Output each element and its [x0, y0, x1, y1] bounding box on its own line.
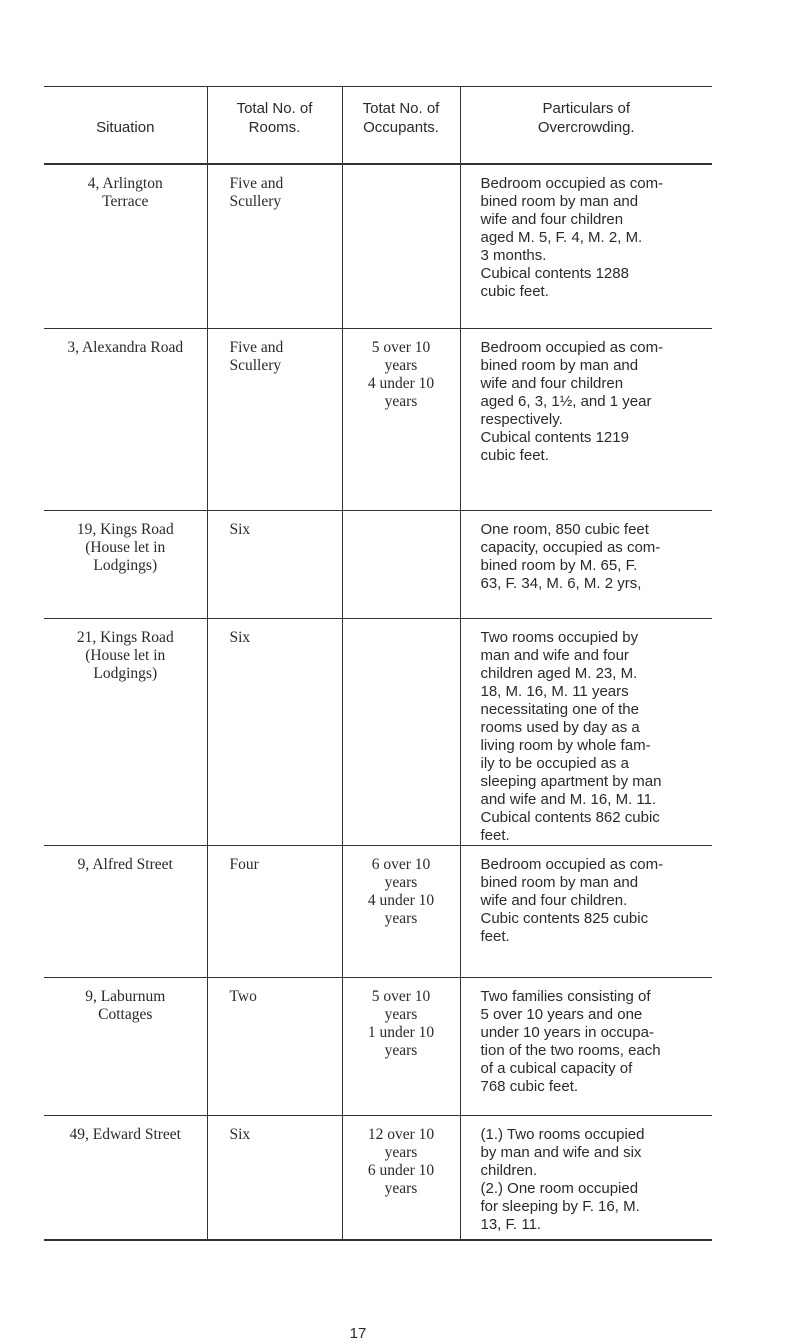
- particulars-line: ily to be occupied as a: [480, 755, 629, 772]
- page-number: 17: [349, 1325, 367, 1342]
- situation-line: (House let in: [85, 539, 166, 556]
- occupants-line: years: [384, 1006, 418, 1023]
- occupants-line: years: [384, 1144, 418, 1161]
- particulars-line: feet.: [480, 827, 510, 844]
- header-total-occupants: [342, 87, 460, 164]
- table-body: [44, 164, 712, 1240]
- situation-cell: [44, 511, 207, 619]
- table-row: [44, 978, 712, 1116]
- particulars-line: rooms used by day as a: [480, 719, 640, 736]
- particulars-line: capacity, occupied as com-: [480, 539, 661, 556]
- occupants-line: years: [384, 1180, 418, 1197]
- situation-cell: [44, 1116, 207, 1240]
- particulars-line: aged M. 5, F. 4, M. 2, M.: [480, 228, 643, 246]
- table-row: [44, 164, 712, 329]
- particulars-line: 3 months.: [480, 246, 547, 264]
- occupants-line: years: [384, 393, 418, 410]
- occupants-line: 12 over 10: [367, 1126, 435, 1143]
- rooms-line: Two: [229, 988, 257, 1005]
- situation-cell: [44, 164, 207, 329]
- situation-cell: [44, 978, 207, 1116]
- particulars-line: Cubical contents 862 cubic: [480, 809, 660, 826]
- particulars-line: for sleeping by F. 16, M.: [480, 1198, 640, 1215]
- particulars-line: necessitating one of the: [480, 701, 639, 718]
- particulars-line: sleeping apartment by man: [480, 773, 662, 790]
- particulars-line: Two rooms occupied by: [480, 629, 639, 646]
- occupants-cell: [342, 511, 460, 619]
- occupants-line: years: [384, 357, 418, 374]
- particulars-line: cubic feet.: [480, 447, 549, 464]
- particulars-line: bined room by M. 65, F.: [480, 557, 638, 574]
- particulars-line: (1.) Two rooms occupied: [480, 1126, 645, 1143]
- particulars-line: 5 over 10 years and one: [480, 1006, 643, 1023]
- rooms-cell: [207, 511, 342, 619]
- particulars-cell: [460, 511, 712, 619]
- particulars-line: 63, F. 34, M. 6, M. 2 yrs,: [480, 575, 642, 592]
- particulars-line: living room by whole fam-: [480, 737, 651, 754]
- situation-line: 4, Arlington: [87, 174, 163, 192]
- particulars-line: wife and four children: [480, 210, 624, 228]
- particulars-line: 18, M. 16, M. 11 years: [480, 683, 629, 700]
- table-header-row: [44, 87, 712, 164]
- occupants-line: years: [384, 1042, 418, 1059]
- situation-line: 21, Kings Road: [76, 629, 174, 646]
- occupants-line: 1 under 10: [367, 1024, 435, 1041]
- occupants-cell: [342, 329, 460, 511]
- rooms-cell: [207, 164, 342, 329]
- particulars-line: man and wife and four: [480, 647, 629, 664]
- situation-line: (House let in: [85, 647, 166, 664]
- particulars-cell: [460, 329, 712, 511]
- particulars-line: 13, F. 11.: [480, 1216, 542, 1233]
- situation-line: Lodgings): [93, 557, 158, 574]
- particulars-line: Cubical contents 1219: [480, 429, 629, 446]
- situation-line: Cottages: [98, 1006, 153, 1023]
- rooms-line: Scullery: [229, 192, 282, 210]
- particulars-line: Cubical contents 1288: [480, 264, 629, 282]
- rooms-cell: [207, 978, 342, 1116]
- particulars-cell: [460, 846, 712, 978]
- particulars-line: and wife and M. 16, M. 11.: [480, 791, 657, 808]
- situation-line: 9, Laburnum: [85, 988, 166, 1005]
- occupants-cell: [342, 619, 460, 846]
- rooms-cell: [207, 329, 342, 511]
- particulars-line: bined room by man and: [480, 874, 639, 891]
- header-particulars-text: Particulars of Overcrowding.: [537, 99, 635, 136]
- particulars-line: Bedroom occupied as com-: [480, 174, 664, 192]
- particulars-line: cubic feet.: [480, 282, 549, 300]
- situation-cell: [44, 846, 207, 978]
- table-row: [44, 846, 712, 978]
- particulars-line: Cubic contents 825 cubic: [480, 910, 649, 927]
- particulars-line: of a cubical capacity of: [480, 1060, 633, 1077]
- header-rooms-text: Total No. of Rooms.: [236, 99, 313, 136]
- occupants-line: 6 under 10: [367, 1162, 435, 1179]
- occupants-cell: [342, 1116, 460, 1240]
- situation-line: 19, Kings Road: [76, 521, 174, 538]
- particulars-line: (2.) One room occupied: [480, 1180, 639, 1197]
- situation-line: Terrace: [102, 192, 149, 210]
- particulars-line: wife and four children.: [480, 892, 628, 909]
- table-row: [44, 511, 712, 619]
- particulars-line: Two families consisting of: [480, 988, 651, 1005]
- particulars-line: Bedroom occupied as com-: [480, 856, 664, 873]
- particulars-line: Bedroom occupied as com-: [480, 339, 664, 356]
- situation-line: 3, Alexandra Road: [67, 339, 184, 356]
- particulars-line: under 10 years in occupa-: [480, 1024, 654, 1041]
- rooms-line: Scullery: [229, 357, 282, 374]
- particulars-line: children aged M. 23, M.: [480, 665, 638, 682]
- occupants-line: 5 over 10: [371, 339, 431, 356]
- rooms-cell: [207, 846, 342, 978]
- occupants-cell: [342, 164, 460, 329]
- particulars-line: tion of the two rooms, each: [480, 1042, 661, 1059]
- rooms-line: Four: [229, 856, 259, 873]
- particulars-cell: [460, 164, 712, 329]
- occupants-line: 4 under 10: [367, 375, 435, 392]
- occupants-cell: [342, 978, 460, 1116]
- particulars-line: children.: [480, 1162, 538, 1179]
- situation-line: Lodgings): [93, 665, 158, 682]
- header-occupants-text: Totat No. of Occupants.: [362, 99, 440, 136]
- overcrowding-table: [44, 86, 712, 1241]
- particulars-cell: [460, 619, 712, 846]
- occupants-cell: [342, 846, 460, 978]
- header-situation: Situation: [44, 87, 207, 164]
- particulars-line: bined room by man and: [480, 192, 639, 210]
- particulars-cell: [460, 1116, 712, 1240]
- rooms-cell: [207, 619, 342, 846]
- particulars-line: One room, 850 cubic feet: [480, 521, 649, 538]
- occupants-line: years: [384, 874, 418, 891]
- table-row: [44, 619, 712, 846]
- particulars-line: 768 cubic feet.: [480, 1078, 579, 1095]
- particulars-line: feet.: [480, 928, 510, 945]
- occupants-line: 4 under 10: [367, 892, 435, 909]
- situation-line: 9, Alfred Street: [77, 856, 173, 873]
- particulars-cell: [460, 978, 712, 1116]
- header-particulars: [460, 87, 712, 164]
- particulars-line: bined room by man and: [480, 357, 639, 374]
- rooms-line: Five and: [229, 174, 284, 192]
- occupants-line: 5 over 10: [371, 988, 431, 1005]
- occupants-line: 6 over 10: [371, 856, 431, 873]
- situation-cell: [44, 329, 207, 511]
- occupants-line: years: [384, 910, 418, 927]
- particulars-line: respectively.: [480, 411, 563, 428]
- rooms-cell: [207, 1116, 342, 1240]
- rooms-line: Six: [229, 521, 251, 538]
- particulars-line: wife and four children: [480, 375, 624, 392]
- header-total-rooms: [207, 87, 342, 164]
- situation-cell: [44, 619, 207, 846]
- rooms-line: Six: [229, 629, 251, 646]
- situation-line: 49, Edward Street: [69, 1126, 181, 1143]
- particulars-line: aged 6, 3, 1½, and 1 year: [480, 393, 652, 410]
- rooms-line: Five and: [229, 339, 284, 356]
- table-row: [44, 329, 712, 511]
- rooms-line: Six: [229, 1126, 251, 1143]
- particulars-line: by man and wife and six: [480, 1144, 642, 1161]
- table-row: [44, 1116, 712, 1240]
